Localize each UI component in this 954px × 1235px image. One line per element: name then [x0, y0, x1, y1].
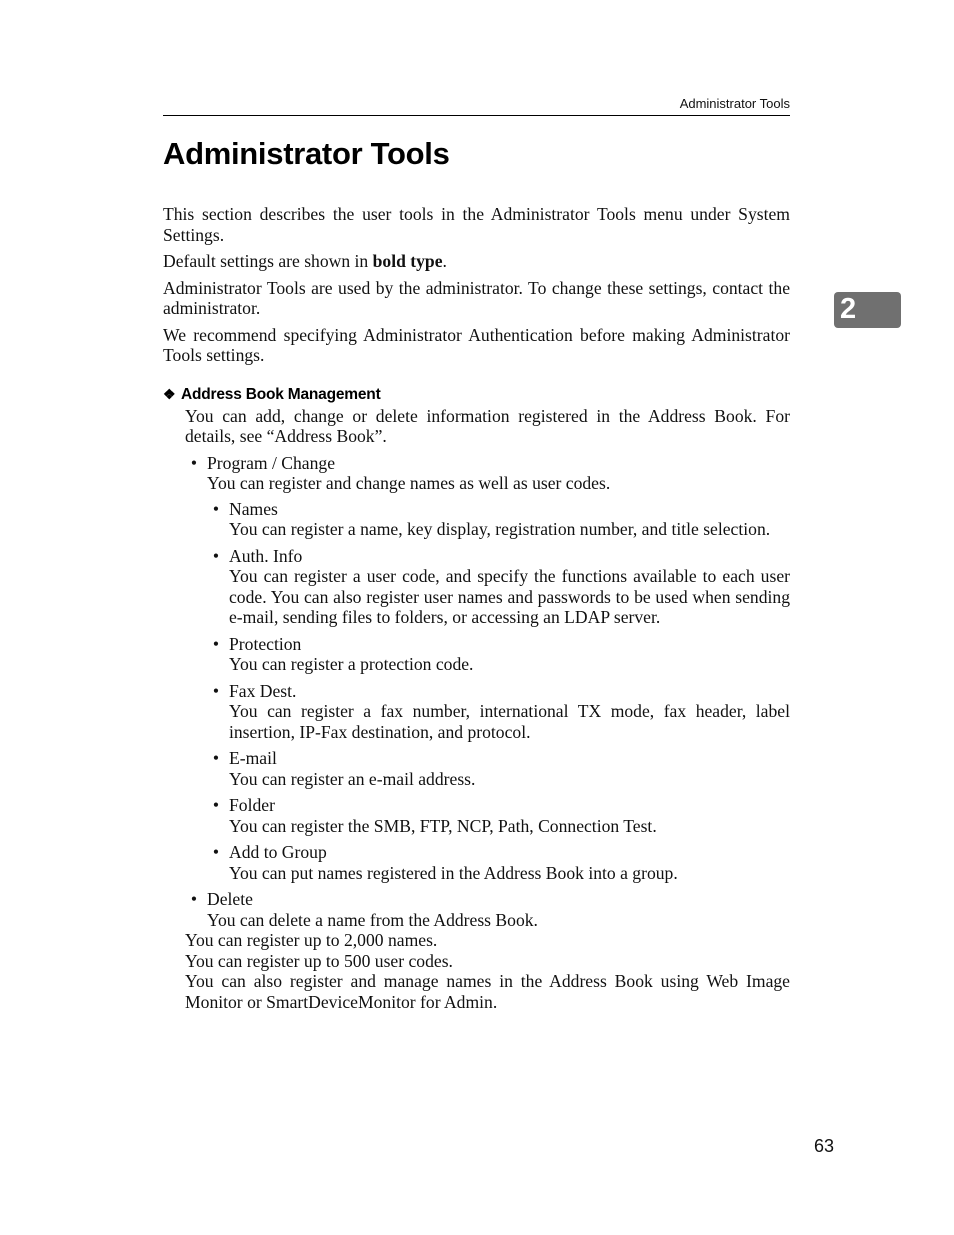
- list-item-auth-info: [212, 545, 790, 628]
- intro-paragraph-1: This section describes the user tools in the Administrator Tools menu under System Settings.: [163, 204, 790, 245]
- subitem-description: You can register a protection code.: [229, 654, 474, 674]
- section-intro: You can add, change or delete information registered in the Address Book. For details, see “Address Book”.: [185, 405, 790, 446]
- intro-p2-bold: bold type: [372, 251, 443, 271]
- section-heading: [163, 384, 790, 405]
- bullet-icon: •: [190, 452, 198, 473]
- list-item-delete: [190, 889, 790, 930]
- tail-line-names-limit: You can register up to 2,000 names.: [185, 930, 438, 950]
- list-item-program-change: [190, 452, 790, 884]
- intro-paragraph-2: [163, 251, 790, 272]
- list-item-fax-dest: [212, 680, 790, 743]
- bullet-icon: •: [212, 680, 220, 701]
- bullet-icon: •: [212, 795, 220, 815]
- subitem-description: You can register an e-mail address.: [229, 768, 476, 789]
- subitem-description: You can register the SMB, FTP, NCP, Path, Connection Test.: [229, 815, 657, 836]
- item-label: Program / Change: [207, 452, 336, 473]
- page-title: Administrator Tools: [163, 136, 450, 171]
- list-item-folder: [212, 795, 790, 836]
- intro-p2-text: Default settings are shown in: [163, 251, 373, 271]
- page-number: 63: [813, 1136, 834, 1156]
- bullet-icon: •: [212, 633, 220, 654]
- subitem-description: You can put names registered in the Address Book into a group.: [229, 862, 678, 883]
- tail-line-web-image-monitor: You can also register and manage names in the Address Book using Web Image Monitor or SmartDeviceMonitor for Admin.: [185, 971, 790, 1012]
- subitem-label: Protection: [229, 633, 302, 654]
- section-body: [185, 406, 790, 1013]
- bullet-icon: •: [212, 842, 220, 862]
- bullet-icon: •: [190, 889, 198, 909]
- subitem-list: [207, 499, 790, 884]
- subitem-label: Auth. Info: [229, 545, 303, 566]
- running-header: Administrator Tools: [679, 96, 790, 111]
- chapter-tab: [834, 292, 901, 328]
- item-label: Delete: [207, 889, 253, 909]
- chapter-number: 2: [840, 293, 857, 325]
- item-description: You can register and change names as well as user codes.: [207, 473, 611, 493]
- item-description: You can delete a name from the Address Book.: [207, 909, 538, 930]
- subitem-description: You can register a name, key display, registration number, and title selection.: [229, 519, 771, 539]
- intro-paragraph-3: Administrator Tools are used by the administrator. To change these settings, contact the administrator.: [163, 277, 790, 318]
- header-rule: [163, 115, 790, 116]
- bullet-icon: •: [212, 748, 220, 768]
- item-list: [185, 453, 790, 931]
- subitem-description: You can register a user code, and specify the functions available to each user code. You can also register user names and passwords to be used when sending e-mail, sending files to folders, or accessing an LDAP server.: [229, 566, 790, 627]
- body-text: [163, 204, 790, 1012]
- subitem-label: Names: [229, 498, 278, 519]
- subitem-label: Add to Group: [229, 842, 327, 862]
- diamond-icon: ❖: [163, 385, 176, 402]
- section-heading-text: Address Book Management: [181, 385, 381, 403]
- list-item-protection: [212, 633, 790, 675]
- intro-p2-end: .: [442, 251, 447, 271]
- list-item-add-to-group: [212, 842, 790, 883]
- tail-line-user-codes-limit: You can register up to 500 user codes.: [185, 950, 453, 971]
- list-item-names: [212, 498, 790, 540]
- subitem-description: You can register a fax number, international TX mode, fax header, label insertion, IP-Fax destination, and protocol.: [229, 701, 790, 742]
- bullet-icon: •: [212, 498, 220, 519]
- subitem-label: E-mail: [229, 748, 277, 768]
- subitem-label: Folder: [229, 795, 275, 815]
- section-tail: [185, 930, 790, 1012]
- bullet-icon: •: [212, 545, 220, 566]
- subitem-label: Fax Dest.: [229, 680, 297, 701]
- list-item-e-mail: [212, 748, 790, 789]
- intro-paragraph-4: We recommend specifying Administrator Authentication before making Administrator Tools settings.: [163, 324, 790, 365]
